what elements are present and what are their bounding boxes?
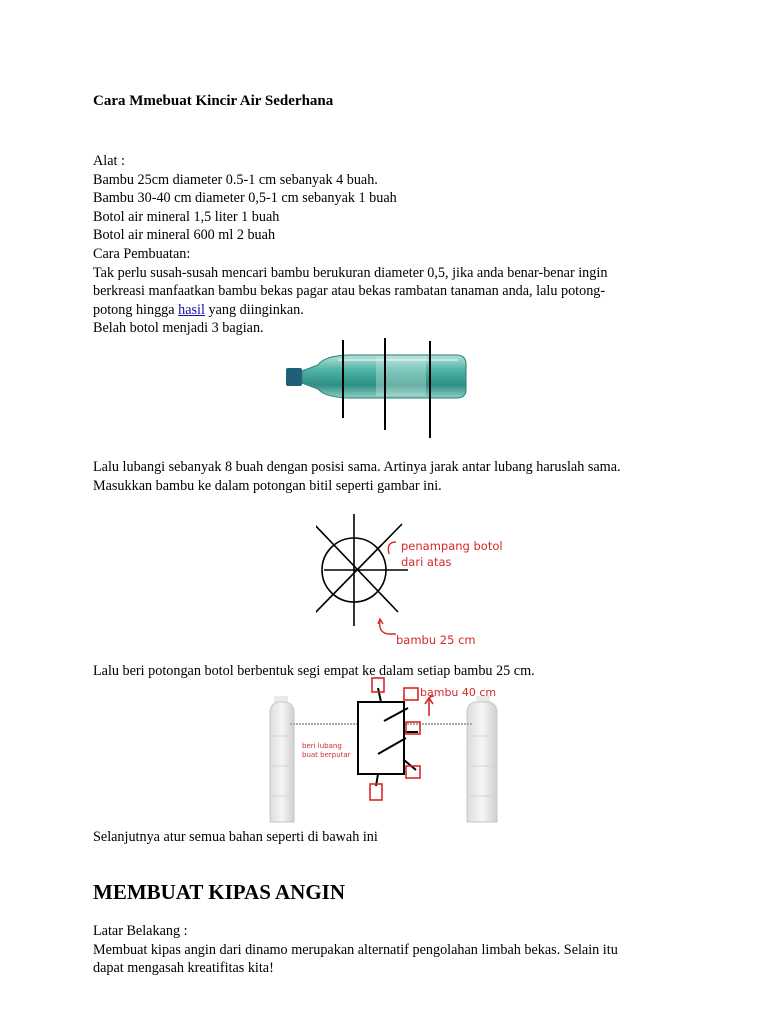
- paragraph-line: Belah botol menjadi 3 bagian.: [93, 320, 264, 337]
- fig3-label-3: buat berputar: [302, 751, 351, 759]
- paragraph-4: [93, 828, 378, 847]
- alat-item: Botol air mineral 600 ml 2 buah: [93, 227, 276, 244]
- left-bottle-icon: [270, 696, 294, 822]
- paddle-box: [404, 688, 418, 700]
- fig3-label-2: beri lubang: [302, 742, 342, 750]
- section-heading: MEMBUAT KIPAS ANGIN: [93, 880, 346, 904]
- paragraph-line: dapat mengasah kreatifitas kita!: [93, 960, 274, 977]
- fig2-label-2: dari atas: [401, 555, 452, 569]
- paragraph-line: [93, 301, 607, 320]
- alat-label: Alat :: [93, 153, 125, 169]
- wheel-assembly-figure: [266, 676, 498, 824]
- bottle-icon: [286, 355, 466, 398]
- bottle-cut-figure: [278, 338, 478, 440]
- fig2-label-3: bambu 25 cm: [396, 633, 476, 647]
- alat-item: Bambu 30-40 cm diameter 0,5-1 cm sebanyak 1 buah: [93, 190, 397, 207]
- right-bottle-icon: [467, 696, 497, 822]
- alat-item: Botol air mineral 1,5 liter 1 buah: [93, 208, 280, 225]
- paragraph-text: yang diinginkan.: [204, 301, 304, 318]
- paragraph-line: berkreasi manfaatkan bambu bekas pagar atau bekas rambatan tanaman anda, lalu potong-: [93, 283, 606, 300]
- cross-section-figure: [316, 510, 536, 648]
- paragraph-line: Membuat kipas angin dari dinamo merupakan alternatif pengolahan limbah bekas. Selain itu: [93, 941, 618, 958]
- arrow-to-circle: [388, 542, 396, 554]
- paragraph-line: Selanjutnya atur semua bahan seperti di bawah ini: [93, 829, 378, 845]
- alat-section: [93, 152, 607, 338]
- document-title: Cara Mmebuat Kincir Air Sederhana: [93, 93, 334, 109]
- fig3-label-1: bambu 40 cm: [420, 686, 497, 699]
- paragraph-line: Lalu lubangi sebanyak 8 buah dengan posisi sama. Artinya jarak antar lubang haruslah sama.: [93, 459, 621, 475]
- paragraph-line: Lalu beri potongan botol berbentuk segi empat ke dalam setiap bambu 25 cm.: [93, 663, 535, 679]
- paragraph-line: Tak perlu susah-susah mencari bambu berukuran diameter 0,5, jika anda benar-benar ingin: [93, 264, 608, 281]
- spoke-line: [316, 524, 402, 614]
- cara-label: Cara Pembuatan:: [93, 245, 191, 262]
- paragraph-text: potong hingga: [93, 301, 179, 318]
- paddle-box: [370, 784, 382, 800]
- hasil-link[interactable]: hasil: [178, 301, 205, 318]
- alat-item: Bambu 25cm diameter 0.5-1 cm sebanyak 4 buah.: [93, 171, 378, 188]
- paragraph-2: [93, 458, 621, 495]
- latar-label: Latar Belakang :: [93, 923, 188, 939]
- fig2-label-1: penampang botol: [401, 539, 503, 553]
- latar-section: [93, 922, 618, 978]
- paragraph-line: Masukkan bambu ke dalam potongan bitil seperti gambar ini.: [93, 477, 442, 494]
